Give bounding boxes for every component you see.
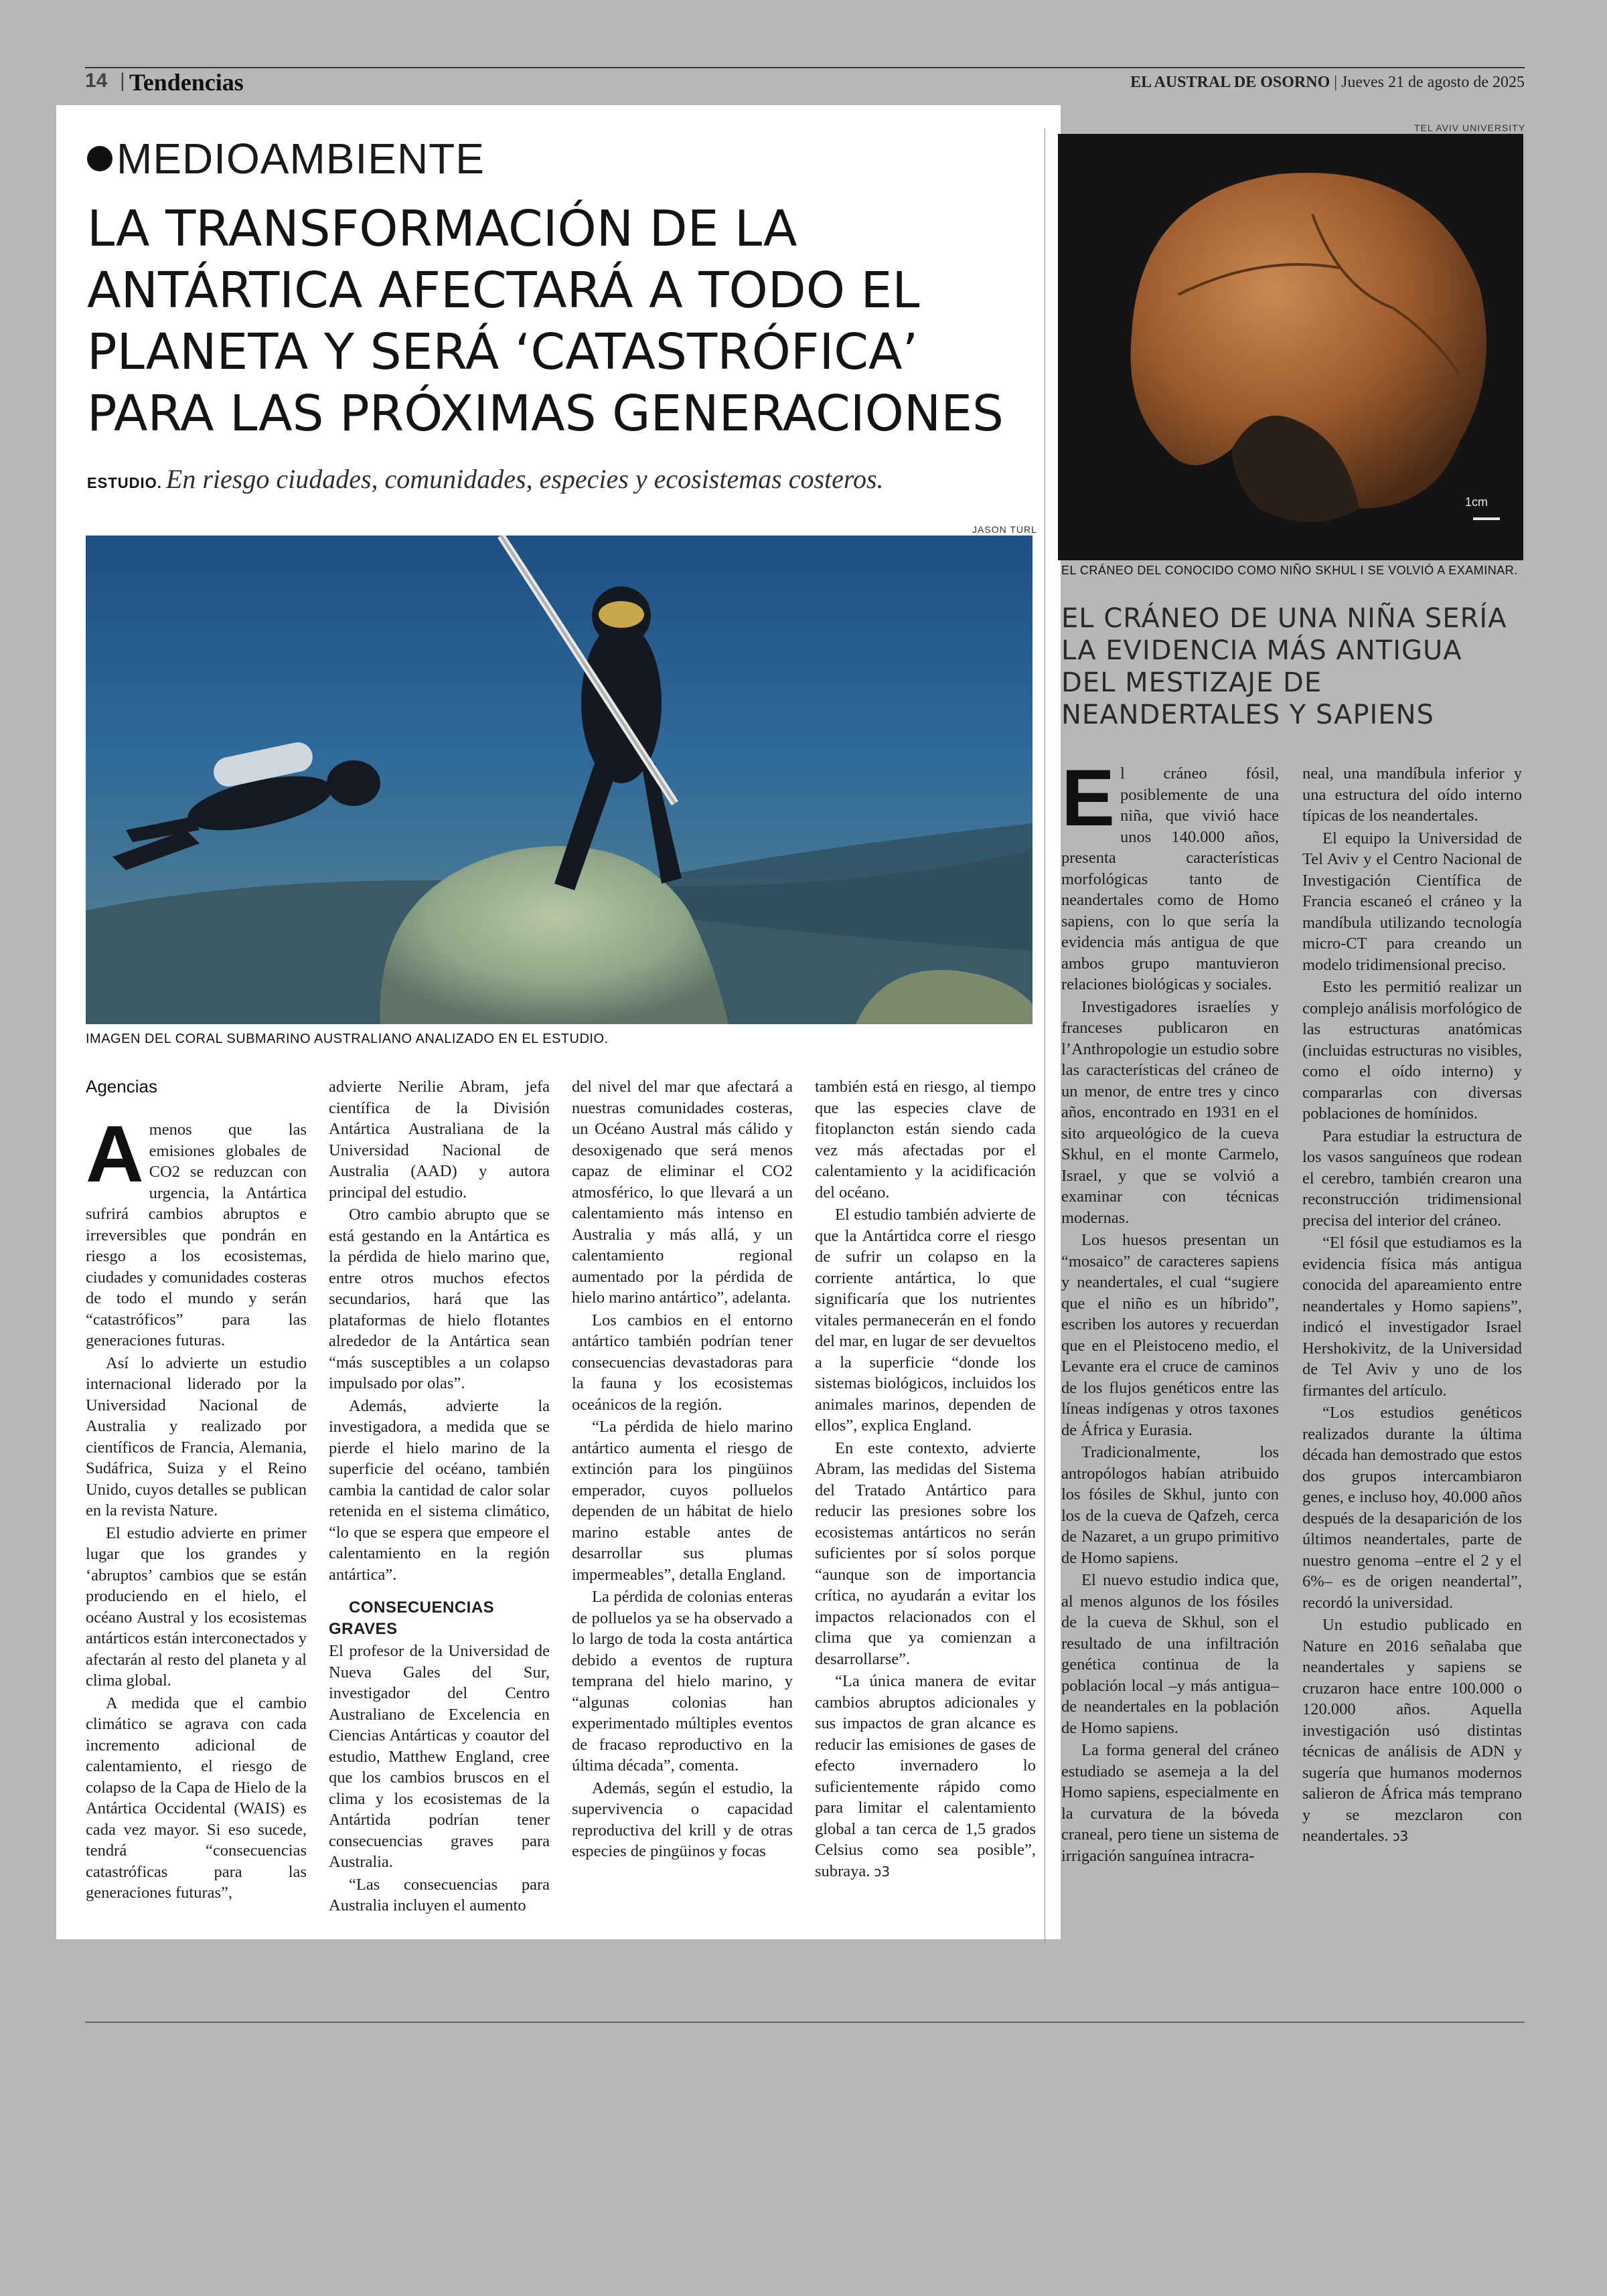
subheading: CONSECUENCIAS GRAVES (329, 1598, 495, 1638)
issue-date: | Jueves 21 de agosto de 2025 (1334, 74, 1525, 91)
main-column-1 (86, 1109, 307, 1905)
main-column-3 (572, 1076, 793, 1864)
paragraph: “El fósil que estudiamos es la evidencia física más antigua conocida del apareamiento entre neandertales y Homo sapiens”, indicó el investigador Israel Hershokivitz, de la Universidad de Tel Aviv y uno de los firmantes del artículo. (1302, 1234, 1522, 1400)
main-headline: LA TRANSFORMACIÓN DE LA ANTÁRTICA AFECTARÁ A TODO EL PLANETA Y SERÁ ‘CATASTRÓFICA’ PARA LAS PRÓXIMAS GENERACIONES (87, 200, 1004, 442)
publication-name: EL AUSTRAL DE OSORNO (1130, 74, 1330, 91)
paragraph: “La pérdida de hielo marino antártico aumenta el riesgo de extinción para los pingüinos emperador, cuyos polluelos dependen de un hábitat de hielo marino estable antes de desarrollar sus plumas impermeables”, detalla England. (572, 1418, 793, 1584)
paragraph: A medida que el cambio climático se agrava con cada incremento adicional de calentamiento, el riesgo de colapso de la Capa de Hielo de la Antártica Occidental (WAIS) es cada vez mayor. Si eso sucede, tendrá “consecuencias catastróficas para las generaciones futuras”, (86, 1694, 307, 1902)
dek-label: ESTUDIO. (87, 475, 162, 491)
page-number: 14 (85, 70, 108, 92)
page-header (85, 67, 1525, 100)
paragraph: En este contexto, advierte Abram, las medidas del Sistema del Tratado Antártico para reducir las presiones sobre los ecosistemas antárticos no serán suficientes por sí solos porque “aunque son de importancia crítica, no ayudarán a evitar los impactos relacionados con el clima que ya comienzan a desarrollarse”. (815, 1439, 1036, 1668)
paragraph (815, 1671, 1036, 1882)
paragraph: “Las consecuencias para Australia incluyen el aumento (329, 1875, 550, 1914)
skull-photo-credit: TEL AVIV UNIVERSITY (1414, 122, 1526, 133)
article-dek (87, 463, 884, 495)
paragraph: Así lo advierte un estudio internacional liderado por la Universidad Nacional de Australia y realizado por científicos de Francia, Alemania, Sudáfrica, Suiza y el Reino Unido, cuyos detalles se publican en la revista Nature. (86, 1354, 307, 1520)
paragraph: Los cambios en el entorno antártico también podrían tener consecuencias devastadoras para la fauna y los ecosistemas oceánicos de la región. (572, 1311, 793, 1414)
paragraph: del nivel del mar que afectará a nuestras comunidades costeras, un Océano Austral más cálido y desoxigenado que será menos capaz de eliminar el CO2 atmosférico, lo que llevará a un calentamiento más intenso en Australia y más allá, y un calentamiento regional aumentado por la pérdida de hielo marino antártico”, adelanta. (572, 1078, 793, 1307)
paragraph: también está en riesgo, al tiempo que las especies clave de fitoplancton están siendo cada vez más afectadas por el calentamiento y la acidificación del océano. (815, 1078, 1036, 1202)
drop-cap: E (1061, 753, 1116, 843)
paragraph: La pérdida de colonias enteras de polluelos ya se ha observado a lo largo de toda la costa antártica debido a eventos de ruptura temprana del hielo marino, y “algunas colonias han experimentado múltiples eventos de fracaso reproductivo en la última década”, comenta. (572, 1588, 793, 1775)
drop-cap: A (86, 1109, 144, 1199)
paragraph-text: l cráneo fósil, posiblemente de una niña, que vivió hace unos 140.000 años, presenta características morfológicas tanto de neandertales como de Homo sapiens, con lo que sería la evidencia más antigua de que ambos grupo mantuvieron relaciones biológicas y sociales. (1061, 764, 1279, 993)
paragraph: Para estudiar la estructura de los vasos sanguíneos que rodean el cerebro, también crearon una reconstrucción tridimensional precisa del interior del cráneo. (1302, 1127, 1522, 1230)
dek-text: En riesgo ciudades, comunidades, especies y ecosistemas costeros. (165, 464, 884, 494)
header-rule (85, 67, 1525, 68)
byline: Agencias (86, 1076, 157, 1096)
paragraph: El equipo la Universidad de Tel Aviv y el Centro Nacional de Investigación Científica de Francia escaneó el cráneo y la mandíbula utilizando tecnología micro-CT para creando un modelo tridimensional preciso. (1302, 829, 1522, 974)
paragraph: Los huesos presentan un “mosaico” de caracteres sapiens y neandertales, el cual “sugiere que el niño es un híbrido”, escriben los autores y recuerdan que en el Pleistoceno medio, el Levante era el cruce de caminos de los flujos genéticos entre las líneas indígenas y otros taxones de África y Eurasia. (1061, 1231, 1279, 1439)
skull-photo-caption: EL CRÁNEO DEL CONOCIDO COMO NIÑO SKHUL I SE VOLVIÓ A EXAMINAR. (1061, 564, 1518, 577)
scale-label: 1cm (1465, 495, 1488, 509)
header-separator: | (120, 70, 125, 92)
paragraph: Además, según el estudio, la supervivencia o capacidad reproductiva del krill y de otras especies de pingüinos y focas (572, 1779, 793, 1860)
paragraph: La forma general del cráneo estudiado se asemeja a la del Homo sapiens, especialmente en la curvatura de la bóveda craneal, pero tiene un sistema de irrigación sanguínea intracra- (1061, 1741, 1279, 1865)
paragraph (1302, 1615, 1522, 1848)
paragraph: Esto les permitió realizar un complejo análisis morfológico de las estructuras anatómicas (incluidas estructuras no visibles, como el oído interno) y compararlas con diversas poblaciones de homínidos. (1302, 978, 1522, 1123)
paragraph: “Los estudios genéticos realizados durante la última década han demostrado que estos dos grupos intercambiaron genes, e incluso hoy, 40.000 años después de la desaparición de los últimos neandertales, parte de nuestro genoma –entre el 2 y el 6%– es de origen neandertal”, recordó la universidad. (1302, 1404, 1522, 1612)
side-column-1 (1061, 753, 1279, 1868)
main-column-4 (815, 1076, 1036, 1884)
underwater-scene-illustration (86, 536, 1032, 1024)
side-column-2 (1302, 763, 1522, 1849)
paragraph: El nuevo estudio indica que, al menos algunos de los fósiles de la cueva de Skhul, son el resultado de una infiltración genética continua de la población local –y más antigua– de neandertales en la población de Homo sapiens. (1061, 1571, 1279, 1737)
publication-date (1130, 74, 1525, 92)
lead-paragraph (86, 1109, 307, 1351)
kicker-label: MEDIOAMBIENTE (117, 135, 485, 183)
paragraph: Otro cambio abrupto que se está gestando en la Antártica es la pérdida de hielo marino que, entre otros muchos efectos secundarios, hará que las plataformas de hielo flotantes alrededor de la Antártica sean “más susceptibles a un colapso impulsado por olas”. (329, 1206, 550, 1392)
footer-rule (85, 2022, 1525, 2023)
section-title: Tendencias (129, 69, 244, 96)
paragraph: advierte Nerilie Abram, jefa científica de la División Antártica Australiana de la Universidad Nacional de Australia (AAD) y autora principal del estudio. (329, 1078, 550, 1202)
paragraph-text: menos que las emisiones globales de CO2 se reduzcan con urgencia, la Antártica sufrirá cambios abruptos e irreversibles que pondrán en riesgo a los ecosistemas, ciudades y comunidades costeras de todo el mundo y serán “catastróficos” para las generaciones futuras. (86, 1121, 307, 1349)
lead-paragraph (1061, 753, 1279, 995)
end-mark-icon: ↄ3 (1392, 1828, 1409, 1844)
main-photo-credit: JASON TURL (972, 524, 1037, 535)
paragraph-text: Un estudio publicado en Nature en 2016 señalaba que neandertales y sapiens se cruzaron hace entre 100.000 o 120.000 años. Aquella investigación usó distintas técnicas de análisis de ADN y sugería que humanos modernos salieron de África más temprano y se mezclaron con neandertales. (1302, 1616, 1522, 1845)
paragraph: El profesor de la Universidad de Nueva Gales del Sur, investigador del Centro Australiano de Excelencia en Ciencias Antárticas y coautor del estudio, Matthew England, cree que los cambios bruscos en el clima y los ecosistemas de la Antártida podrían tener consecuencias graves para Australia. (329, 1642, 550, 1871)
paragraph: neal, una mandíbula inferior y una estructura del oído interno típicas de los neandertales. (1302, 764, 1522, 825)
main-photo-caption: IMAGEN DEL CORAL SUBMARINO AUSTRALIANO ANALIZADO EN EL ESTUDIO. (86, 1032, 609, 1046)
coral-divers-photo (86, 536, 1032, 1024)
skull-illustration (1058, 134, 1523, 560)
paragraph: Además, advierte la investigadora, a medida que se pierde el hielo marino de la superficie del océano, también cambia la cantidad de calor solar retenida en el sistema climático, “lo que se espera que empeore el calentamiento en la región antártica”. (329, 1396, 550, 1584)
paragraph: El estudio también advierte de que la Antártidca corre el riesgo de sufrir un colapso en la corriente antártica, lo que significaría que los nutrientes vitales permanecerán en el fondo del mar, en lugar de ser devueltos a la superficie “donde los sistemas biológicos, incluidos los animales marinos, dependen de ellos”, explica England. (815, 1206, 1036, 1434)
article-kicker (87, 134, 485, 183)
main-column-2 (329, 1076, 550, 1918)
bullet-icon (87, 146, 112, 171)
paragraph-text: “La única manera de evitar cambios abruptos adicionales y sus impactos de gran alcance es reducir las emisiones de gases de efecto invernadero lo suficientemente rápido como para limitar el calentamiento global a tan cerca de 1,5 grados Celsius como sea posible”, subraya. (815, 1672, 1036, 1880)
side-headline: EL CRÁNEO DE UNA NIÑA SERÍA LA EVIDENCIA MÁS ANTIGUA DEL MESTIZAJE DE NEANDERTALES Y SAPIENS (1061, 603, 1507, 730)
paragraph: Investigadores israelíes y franceses publicaron en l’Anthropologie un estudio sobre las características del cráneo de un menor, de entre tres y cinco años, encontrado en 1931 en el sito arqueológico de la cueva Skhul, en el monte Carmelo, Israel, y que se volvió a examinar con técnicas modernas. (1061, 997, 1279, 1227)
skull-photo (1058, 134, 1523, 560)
paragraph: Tradicionalmente, los antropólogos habían atribuido los fósiles de Skhul, junto con los de la cueva de Qafzeh, cerca de Nazaret, a un grupo primitivo de Homo sapiens. (1061, 1443, 1279, 1567)
end-mark-icon: ↄ3 (874, 1863, 891, 1880)
paragraph: El estudio advierte en primer lugar que los grandes y ‘abruptos’ cambios que se están produciendo en el hielo, el océano Austral y los ecosistemas antárticos están interconectados y afectarán al resto del planeta y al clima global. (86, 1524, 307, 1690)
